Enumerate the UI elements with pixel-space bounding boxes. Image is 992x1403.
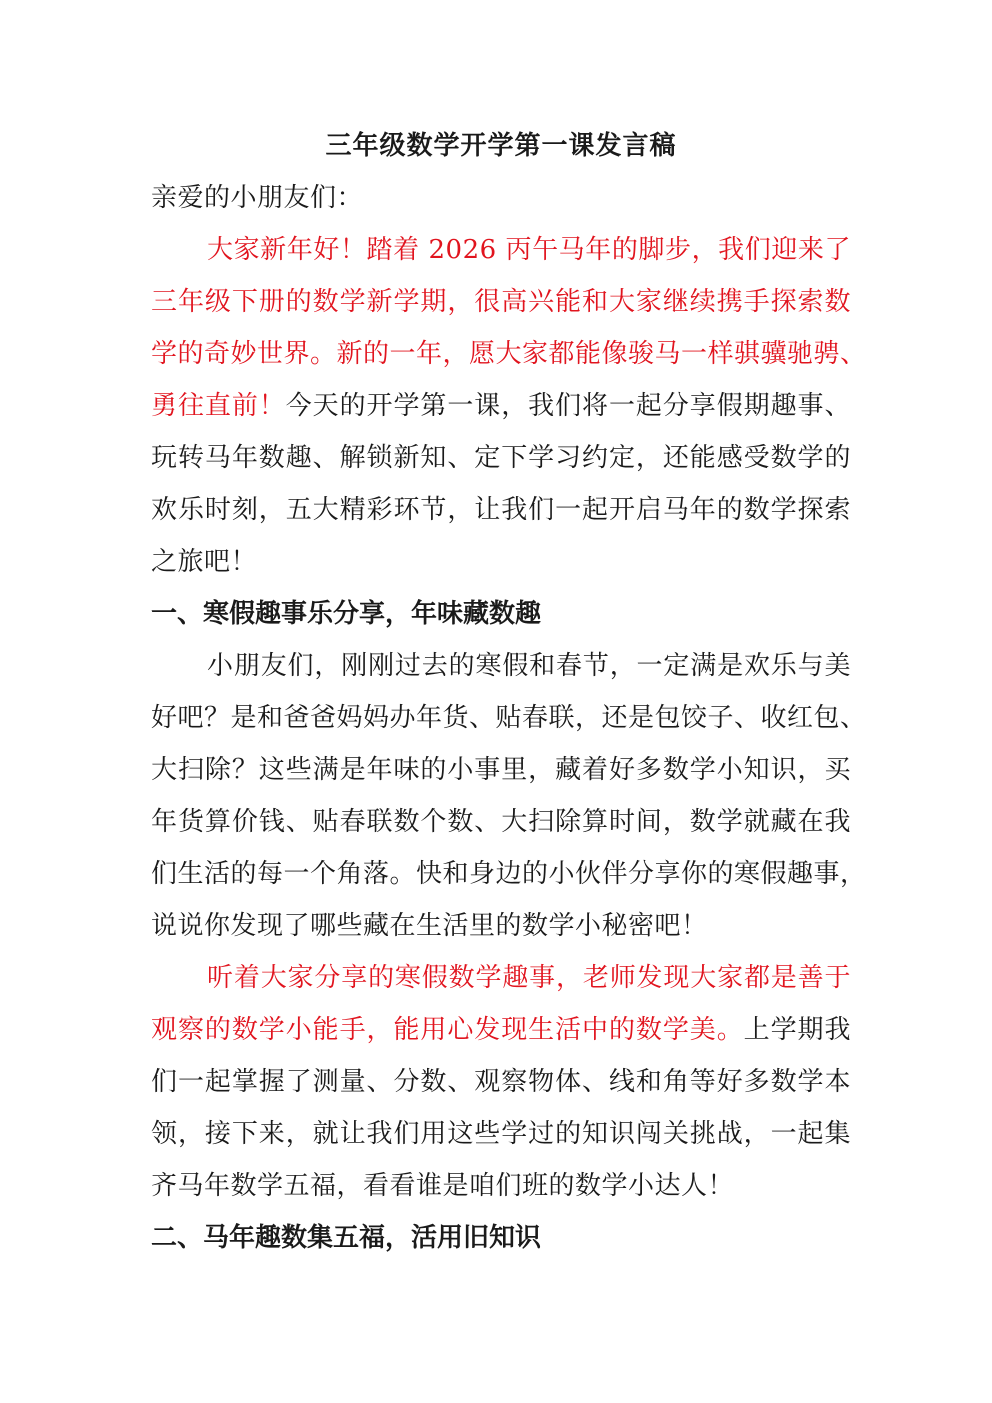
paragraph-line: 大家新年好！踏着 2026 丙午马年的脚步，我们迎来了 — [207, 235, 851, 265]
paragraph-line: 欢乐时刻，五大精彩环节，让我们一起开启马年的数学探索 — [151, 495, 851, 525]
highlight-text: 勇往直前！ — [151, 391, 286, 421]
paragraph-line: 大扫除？这些满是年味的小事里，藏着好多数学小知识，买 — [151, 755, 851, 785]
section1-paragraph-2 — [151, 952, 851, 1212]
paragraph-line: 听着大家分享的寒假数学趣事，老师发现大家都是善于 — [207, 963, 851, 993]
paragraph-line: 领，接下来，就让我们用这些学过的知识闯关挑战，一起集 — [151, 1119, 851, 1149]
paragraph-line — [151, 380, 851, 432]
highlight-text: 观察的数学小能手，能用心发现生活中的数学美。 — [151, 1015, 744, 1045]
document-page — [151, 120, 867, 1264]
greeting: 亲爱的小朋友们： — [151, 183, 364, 213]
paragraph-line: 年货算价钱、贴春联数个数、大扫除算时间，数学就藏在我 — [151, 807, 851, 837]
paragraph-line: 之旅吧！ — [151, 547, 258, 577]
paragraph-line: 玩转马年数趣、解锁新知、定下学习约定，还能感受数学的 — [151, 443, 851, 473]
paragraph-line: 学的奇妙世界。新的一年，愿大家都能像骏马一样骐骥驰骋、 — [151, 339, 867, 369]
paragraph-line: 说说你发现了哪些藏在生活里的数学小秘密吧！ — [151, 911, 708, 941]
paragraph-line: 好吧？是和爸爸妈妈办年货、贴春联，还是包饺子、收红包、 — [151, 703, 867, 733]
section-heading: 一、寒假趣事乐分享，年味藏数趣 — [151, 599, 542, 629]
paragraph-line: 们生活的每一个角落。快和身边的小伙伴分享你的寒假趣事， — [151, 859, 867, 889]
section-heading: 二、马年趣数集五福，活用旧知识 — [151, 1223, 542, 1253]
paragraph-line: 齐马年数学五福，看看谁是咱们班的数学小达人！ — [151, 1171, 735, 1201]
section1-paragraph-1 — [151, 640, 867, 952]
intro-paragraph — [151, 224, 867, 588]
page-title: 三年级数学开学第一课发言稿 — [325, 131, 677, 161]
paragraph-line: 三年级下册的数学新学期，很高兴能和大家继续携手探索数 — [151, 287, 851, 317]
paragraph-line: 们一起掌握了测量、分数、观察物体、线和角等好多数学本 — [151, 1067, 851, 1097]
paragraph-text: 上学期我 — [743, 1015, 851, 1045]
paragraph-text: 今天的开学第一课，我们将一起分享假期趣事、 — [285, 391, 851, 421]
paragraph-line: 小朋友们，刚刚过去的寒假和春节，一定满是欢乐与美 — [207, 651, 851, 681]
paragraph-line — [151, 1004, 851, 1056]
